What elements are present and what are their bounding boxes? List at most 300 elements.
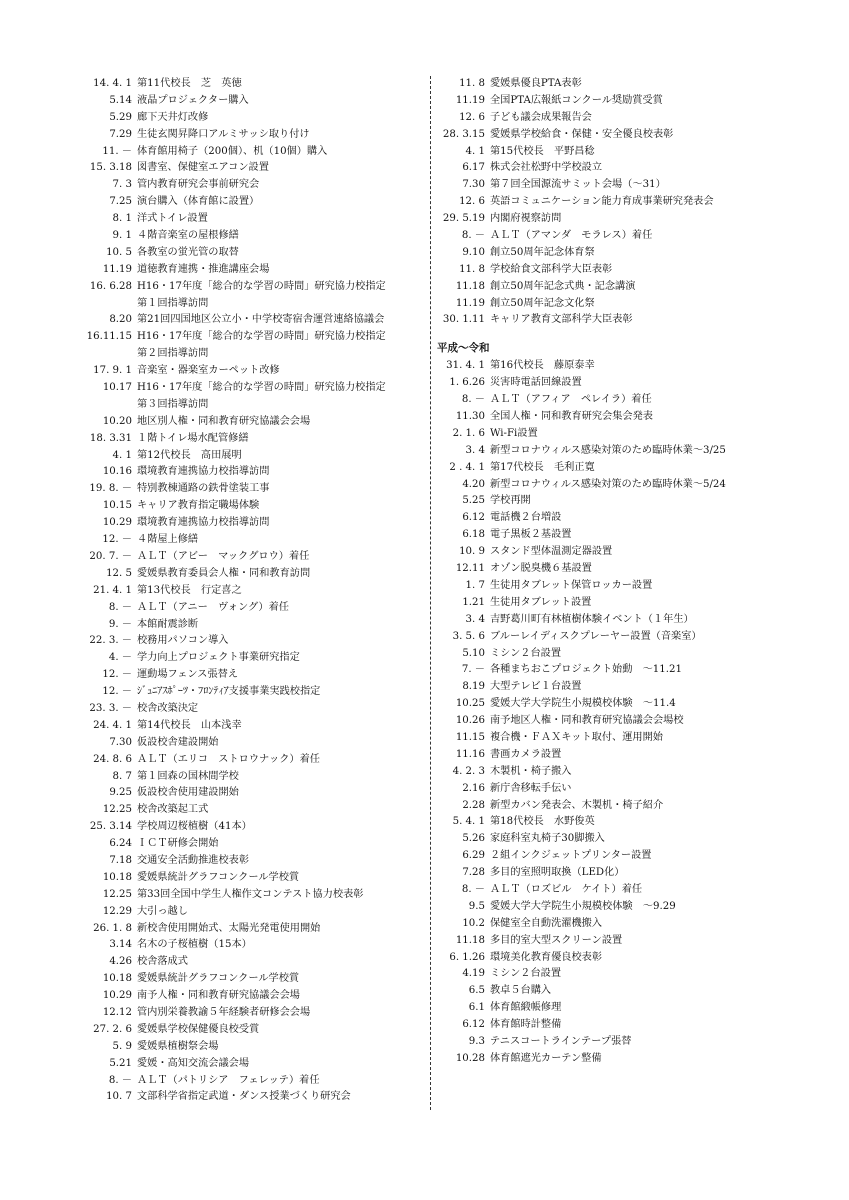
entry-event: 第12代校長 高田展明	[137, 449, 242, 461]
entry-date: 21. 4. 1	[93, 584, 132, 596]
timeline-entry	[54, 76, 424, 93]
entry-event: 体育館時計整備	[490, 1019, 562, 1031]
entry-event: ＡＬＴ（アビー マックグロウ）着任	[137, 550, 310, 562]
entry-date: 4.19	[462, 968, 485, 980]
timeline-entry	[437, 358, 837, 375]
entry-date: 10. 5	[106, 246, 132, 258]
entry-event: ミシン２台設置	[490, 647, 562, 659]
entry-date: 12. 5	[106, 567, 132, 579]
entry-date: 16.11.15	[86, 331, 132, 343]
entry-date: 6.17	[462, 162, 485, 174]
entry-date: 10.29	[102, 517, 132, 529]
timeline-entry	[54, 160, 424, 177]
entry-date: 4. 1	[112, 449, 132, 461]
entry-event: 教卓５台購入	[490, 985, 552, 997]
timeline-entry	[54, 245, 424, 262]
entry-date: 16. 6.28	[89, 280, 132, 292]
entry-date: 10.17	[102, 382, 132, 394]
entry-event: 愛媛県植樹祭会場	[137, 1040, 219, 1052]
entry-event: 愛媛県学校保健優良校受賞	[137, 1023, 260, 1035]
entry-event: ２組インクジェットプリンター設置	[490, 850, 652, 862]
timeline-entry	[437, 245, 837, 262]
entry-date: 3. 4	[465, 444, 485, 456]
entry-event: ブルーレイディスクプレーヤー設置（音楽室）	[490, 630, 702, 642]
entry-date: 8.19	[462, 681, 485, 693]
timeline-entry	[54, 363, 424, 380]
timeline-entry	[54, 211, 424, 228]
timeline-entry	[437, 426, 837, 443]
entry-date: 12.11	[455, 563, 485, 575]
entry-event: 第15代校長 平野昌稔	[490, 145, 595, 157]
entry-event: 生徒用タブレット保管ロッカー設置	[490, 579, 653, 591]
entry-date: 1. 7	[465, 579, 485, 591]
entry-date: 9. －	[108, 618, 132, 630]
entry-event: 液晶プロジェクター購入	[137, 94, 249, 106]
entry-date: 7.30	[462, 179, 485, 191]
timeline-entry	[437, 211, 837, 228]
entry-date: 14. 4. 1	[93, 78, 132, 89]
entry-date: 4.26	[109, 956, 132, 968]
entry-event: 災害時電話回線設置	[490, 377, 582, 389]
entry-event: 学校給食文部科学大臣表彰	[490, 263, 613, 275]
entry-event: ＡＬＴ（アマンダ モラレス）着任	[490, 230, 653, 242]
entry-date: 8. －	[461, 394, 485, 406]
entry-date: 8. －	[461, 230, 485, 242]
entry-date: 9.10	[462, 246, 485, 258]
timeline-entry	[437, 561, 837, 578]
entry-event: 名木の子桜植樹（15本）	[137, 939, 252, 951]
entry-date: 1. 6.26	[449, 377, 485, 389]
entry-date: 6.24	[109, 838, 132, 850]
entry-date: 20. 7. －	[89, 550, 132, 562]
entry-event: 校務用パソコン導入	[137, 635, 229, 647]
entry-event: 環境教育連携協力校指導訪問	[137, 466, 270, 478]
timeline-entry	[54, 279, 424, 296]
entry-event: 体育館遮光カーテン整備	[490, 1052, 602, 1064]
timeline-entry	[54, 617, 424, 634]
entry-event: 第３回指導訪問	[137, 398, 209, 410]
timeline-entry	[54, 127, 424, 144]
timeline-entry	[437, 375, 837, 392]
entry-date: 10.15	[102, 500, 132, 512]
entry-date: 5.10	[462, 647, 485, 659]
timeline-entry	[437, 296, 837, 313]
entry-event: ４階屋上修繕	[137, 534, 199, 546]
entry-date: 24. 8. 6	[93, 753, 132, 765]
entry-event: 特別教棟通路の鉄骨塗装工事	[137, 483, 270, 495]
timeline-entry	[437, 662, 837, 679]
entry-date: 11. 8	[459, 78, 485, 89]
timeline-entry	[54, 937, 424, 954]
entry-date: 12. －	[102, 669, 132, 681]
entry-event: 新庁舎移転手伝い	[490, 782, 572, 794]
timeline-entry	[54, 431, 424, 448]
entry-event: 第33回全国中学生人権作文コンテスト協力校表彰	[137, 888, 364, 900]
entry-event: 校舎改築起工式	[137, 804, 209, 816]
entry-date: 24. 4. 1	[93, 719, 132, 731]
section-heading: 平成～令和	[437, 342, 490, 355]
entry-event: 交通安全活動推進校表彰	[137, 854, 250, 866]
entry-event: 吉野葛川町有林植樹体験イベント（１年生）	[490, 613, 694, 625]
entry-date: 10.26	[455, 715, 485, 727]
entry-date: 19. 8. －	[89, 483, 132, 495]
timeline-entry	[437, 443, 837, 460]
timeline-entry	[54, 954, 424, 971]
timeline-entry	[54, 144, 424, 161]
entry-event: 廊下天井灯改修	[137, 111, 209, 123]
timeline-entry	[54, 194, 424, 211]
entry-date: 2.28	[462, 799, 485, 811]
timeline-entry	[54, 887, 424, 904]
entry-date: 12. 6	[459, 111, 485, 123]
timeline-entry	[54, 853, 424, 870]
timeline-entry	[54, 262, 424, 279]
entry-date: 15. 3.18	[89, 162, 132, 174]
right-timeline-part-1	[437, 76, 837, 329]
timeline-entry	[54, 397, 424, 414]
entry-date: 11. 8	[459, 263, 485, 275]
timeline-entry	[54, 448, 424, 465]
entry-date: 12. 6	[459, 196, 485, 208]
entry-date: 8. －	[108, 1074, 132, 1086]
entry-date: 6.5	[468, 985, 485, 997]
entry-date: 8. 1	[112, 213, 132, 225]
timeline-entry	[54, 110, 424, 127]
timeline-entry	[437, 831, 837, 848]
timeline-entry	[437, 392, 837, 409]
timeline-entry	[437, 93, 837, 110]
entry-event: 本館耐震診断	[137, 618, 199, 630]
entry-date: 30. 1.11	[442, 314, 485, 326]
timeline-entry	[437, 747, 837, 764]
entry-date: 17. 9. 1	[93, 365, 132, 377]
entry-date: 23. 3. －	[89, 702, 132, 714]
timeline-entry	[437, 595, 837, 612]
entry-event: 第１回指導訪問	[137, 297, 209, 309]
entry-event: 各教室の蛍光管の取替	[137, 246, 239, 258]
timeline-entry	[437, 160, 837, 177]
entry-event: ｼﾞｭﾆｱｽﾎﾟｰﾂ・ﾌﾛﾝﾃｨｱ支援事業実践校指定	[137, 686, 321, 698]
entry-event: 第１回森の国林間学校	[137, 770, 239, 782]
entry-event: 愛媛県統計グラフコンクール学校賞	[137, 871, 300, 883]
entry-event: ＩＣＴ研修会開始	[137, 838, 219, 850]
timeline-entry	[54, 1056, 424, 1073]
entry-date: 2 . 4. 1	[449, 461, 485, 473]
entry-date: 10. 7	[106, 1091, 132, 1103]
timeline-entry	[54, 380, 424, 397]
timeline-entry	[437, 177, 837, 194]
timeline-entry	[437, 933, 837, 950]
timeline-entry	[437, 798, 837, 815]
timeline-entry	[54, 1022, 424, 1039]
timeline-entry	[54, 988, 424, 1005]
timeline-entry	[437, 865, 837, 882]
entry-event: 新型コロナウィルス感染対策のため臨時休業～5/24	[490, 478, 726, 490]
timeline-entry	[437, 916, 837, 933]
timeline-entry	[437, 713, 837, 730]
timeline-entry	[437, 76, 837, 93]
entry-date: 11.30	[455, 411, 485, 423]
entry-event: ＡＬＴ（エリコ ストロウナック）着任	[137, 753, 320, 765]
entry-date: 11.18	[455, 280, 485, 292]
entry-date: 22. 3. －	[89, 635, 132, 647]
entry-date: 5. 9	[112, 1040, 132, 1052]
entry-event: 演台購入（体育館に設置）	[137, 196, 260, 208]
entry-event: 生徒玄関昇降口アルミサッシ取り付け	[137, 128, 310, 140]
entry-event: 大型テレビ１台設置	[490, 681, 582, 693]
timeline-entry	[54, 600, 424, 617]
timeline-entry	[54, 549, 424, 566]
entry-event: 第18代校長 水野俊英	[490, 816, 595, 828]
entry-date: 7.29	[109, 128, 132, 140]
entry-event: ミシン２台設置	[490, 968, 562, 980]
timeline-entry	[437, 814, 837, 831]
timeline-entry	[54, 921, 424, 938]
entry-date: 11.19	[455, 297, 485, 309]
timeline-entry	[437, 228, 837, 245]
timeline-entry	[437, 578, 837, 595]
timeline-entry	[437, 1051, 837, 1068]
timeline-entry	[54, 1089, 424, 1106]
entry-event: 図書室、保健室エアコン設置	[137, 162, 269, 174]
entry-event: 管内別栄養教諭５年経験者研修会会場	[137, 1006, 311, 1018]
entry-event: 愛媛県優良PTA表彰	[490, 78, 582, 89]
entry-date: 6.18	[462, 529, 485, 541]
timeline-entry	[54, 481, 424, 498]
entry-event: 学校再開	[490, 495, 531, 507]
entry-event: 環境美化教育優良校表彰	[490, 951, 603, 963]
entry-date: 7.28	[462, 867, 485, 879]
timeline-entry	[437, 460, 837, 477]
entry-event: 新型カバン発表会、木製机・椅子紹介	[490, 799, 664, 811]
entry-event: 第13代校長 行定喜之	[137, 584, 242, 596]
timeline-entry	[437, 966, 837, 983]
timeline-entry	[54, 583, 424, 600]
timeline-entry	[437, 194, 837, 211]
timeline-entry	[54, 312, 424, 329]
entry-event: 生徒用タブレット設置	[490, 596, 592, 608]
entry-date: 6.12	[462, 1019, 485, 1031]
timeline-entry	[54, 667, 424, 684]
entry-event: 全国PTA広報紙コンクール奨励賞受賞	[490, 94, 663, 106]
entry-date: 10.16	[102, 466, 132, 478]
entry-event: 木製机・椅子搬入	[490, 765, 572, 777]
entry-event: Wi-Fi設置	[490, 427, 538, 439]
entry-date: 3.14	[109, 939, 132, 951]
entry-date: 5.14	[109, 94, 132, 106]
entry-date: 12.25	[102, 804, 132, 816]
entry-date: 3. 5. 6	[452, 630, 485, 642]
entry-event: 英語コミュニケーション能力育成事業研究発表会	[490, 196, 714, 208]
entry-date: 9.3	[468, 1035, 485, 1047]
timeline-entry	[54, 971, 424, 988]
right-timeline-part-2	[437, 358, 837, 1067]
timeline-entry	[437, 612, 837, 629]
entry-event: 家庭科室丸椅子30脚搬入	[490, 833, 605, 845]
entry-event: 文部科学省指定武道・ダンス授業づくり研究会	[137, 1091, 351, 1103]
entry-event: １階トイレ場水配管修繕	[137, 432, 249, 444]
entry-event: スタンド型体温測定器設置	[490, 546, 613, 558]
entry-event: 地区別人権・同和教育研究協議会会場	[137, 415, 311, 427]
entry-date: 11.16	[455, 748, 485, 760]
entry-event: 南予人権・同和教育研究協議会会場	[137, 990, 300, 1002]
entry-date: 29. 5.19	[442, 213, 485, 225]
timeline-entry	[54, 329, 424, 346]
entry-event: 大引っ越し	[137, 905, 188, 917]
entry-event: 管内教育研究会事前研究会	[137, 179, 260, 191]
entry-event: 子ども議会成果報告会	[490, 111, 592, 123]
entry-event: 運動場フェンス張替え	[137, 669, 239, 681]
entry-event: ＡＬＴ（アフィア ペレイラ）着任	[490, 394, 652, 406]
timeline-entry	[54, 633, 424, 650]
entry-date: 8.20	[109, 314, 132, 326]
entry-event: 愛媛・高知交流会議会場	[137, 1057, 250, 1069]
entry-date: 4. －	[108, 652, 132, 664]
entry-date: 11.19	[455, 94, 485, 106]
entry-date: 12.12	[102, 1006, 132, 1018]
right-timeline-column	[437, 76, 837, 1068]
entry-date: 25. 3.14	[89, 821, 132, 833]
entry-date: 8. －	[461, 883, 485, 895]
entry-event: 体育館用椅子（200個）、机（10個）購入	[137, 145, 328, 157]
entry-event: 多目的室大型スクリーン設置	[490, 934, 623, 946]
timeline-entry	[437, 1000, 837, 1017]
entry-date: 11.15	[455, 731, 485, 743]
timeline-entry	[54, 752, 424, 769]
entry-date: 26. 1. 8	[93, 922, 132, 934]
entry-event: 各種まちおこプロジェクト始動 ～11.21	[490, 664, 682, 676]
timeline-entry	[54, 1039, 424, 1056]
timeline-entry	[437, 110, 837, 127]
entry-event: 第14代校長 山本浅幸	[137, 719, 242, 731]
timeline-entry	[437, 409, 837, 426]
timeline-entry	[437, 510, 837, 527]
entry-date: 7. 3	[112, 179, 132, 191]
entry-date: 6. 1.26	[449, 951, 485, 963]
entry-event: 南予地区人権・同和教育研究協議会会場校	[490, 715, 684, 727]
entry-event: 第２回指導訪問	[137, 348, 209, 360]
entry-date: 6.12	[462, 512, 485, 524]
entry-event: オゾン脱臭機６基設置	[490, 563, 592, 575]
entry-date: 5.29	[109, 111, 132, 123]
entry-event: 仮設校舎建設開始	[137, 736, 219, 748]
timeline-entry	[437, 279, 837, 296]
column-divider	[430, 76, 431, 1110]
entry-event: 愛媛大学大学院生小規模校体験 ～11.4	[490, 698, 676, 710]
entry-date: 27. 2. 6	[93, 1023, 132, 1035]
entry-event: 株式会社松野中学校設立	[490, 162, 603, 174]
entry-date: 2.16	[462, 782, 485, 794]
entry-date: 10.25	[455, 698, 485, 710]
entry-event: 第21回四国地区公立小・中学校寄宿舎運営連絡協議会	[137, 314, 385, 326]
timeline-entry	[54, 464, 424, 481]
timeline-entry	[54, 785, 424, 802]
entry-date: 8. －	[108, 601, 132, 613]
entry-date: 5.26	[462, 833, 485, 845]
entry-date: 10.2	[462, 917, 485, 929]
entry-date: 5. 4. 1	[452, 816, 485, 828]
entry-event: テニスコートラインテープ張替	[490, 1035, 632, 1047]
entry-date: 31. 4. 1	[446, 360, 485, 372]
timeline-entry	[437, 262, 837, 279]
timeline-entry	[437, 1017, 837, 1034]
entry-event: ４階音楽室の屋根修繕	[137, 230, 239, 242]
entry-date: 9.5	[468, 900, 485, 912]
entry-date: 10.18	[102, 973, 132, 985]
entry-event: 学校周辺桜植樹（41本）	[137, 821, 252, 833]
entry-event: 書画カメラ設置	[490, 748, 562, 760]
entry-date: 1.21	[462, 596, 485, 608]
entry-date: 6.1	[468, 1002, 485, 1014]
entry-event: 愛媛県教育委員会人権・同和教育訪問	[137, 567, 311, 579]
timeline-entry	[437, 983, 837, 1000]
entry-date: 4.20	[462, 478, 485, 490]
timeline-entry	[54, 515, 424, 532]
timeline-entry	[54, 870, 424, 887]
entry-event: 校舎改築決定	[137, 702, 199, 714]
entry-date: 5.25	[462, 495, 485, 507]
entry-event: 電話機２台増設	[490, 512, 562, 524]
entry-date: 6.29	[462, 850, 485, 862]
timeline-entry	[437, 1034, 837, 1051]
entry-date: 11.19	[102, 263, 132, 275]
entry-date: 11.18	[455, 934, 485, 946]
entry-date: 12.29	[102, 905, 132, 917]
timeline-entry	[437, 730, 837, 747]
entry-date: 3. 4	[465, 613, 485, 625]
entry-date: 12. －	[102, 686, 132, 698]
entry-event: H16・17年度「総合的な学習の時間」研究協力校指定	[137, 280, 386, 292]
timeline-entry	[54, 1073, 424, 1090]
entry-date: 9. 1	[112, 230, 132, 242]
entry-event: キャリア教育文部科学大臣表彰	[490, 314, 633, 326]
entry-event: 校舎落成式	[137, 956, 188, 968]
entry-date: 8. 7	[112, 770, 132, 782]
entry-date: 10.28	[455, 1052, 485, 1064]
timeline-entry	[54, 228, 424, 245]
entry-date: 10. 9	[459, 546, 485, 558]
timeline-entry	[54, 93, 424, 110]
timeline-entry	[54, 904, 424, 921]
timeline-entry	[54, 684, 424, 701]
entry-event: 愛媛県統計グラフコンクール学校賞	[137, 973, 300, 985]
timeline-entry	[54, 701, 424, 718]
timeline-entry	[54, 836, 424, 853]
entry-event: H16・17年度「総合的な学習の時間」研究協力校指定	[137, 382, 386, 394]
entry-event: 新校舎使用開始式、太陽光発電使用開始	[137, 922, 321, 934]
entry-event: 創立50周年記念文化祭	[490, 297, 595, 309]
entry-event: 内閣府視察訪問	[490, 213, 562, 225]
entry-event: 学力向上プロジェクト事業研究指定	[137, 652, 300, 664]
entry-event: ＡＬＴ（アニー ヴォング）着任	[137, 601, 289, 613]
timeline-entry	[54, 718, 424, 735]
entry-event: 洋式トイレ設置	[137, 213, 208, 225]
left-timeline-column	[54, 76, 424, 1106]
entry-event: 全国人権・同和教育研究会集会発表	[490, 411, 653, 423]
entry-date: 11. －	[102, 145, 132, 157]
timeline-entry	[437, 493, 837, 510]
entry-date: 9.25	[109, 787, 132, 799]
timeline-entry	[54, 802, 424, 819]
entry-event: 仮設校舎使用建設開始	[137, 787, 239, 799]
entry-event: 環境教育連携協力校指導訪問	[137, 517, 270, 529]
timeline-entry	[54, 498, 424, 515]
entry-event: 保健室全自動洗濯機搬入	[490, 917, 603, 929]
entry-event: 電子黒板２基設置	[490, 529, 572, 541]
entry-date: 10.18	[102, 871, 132, 883]
entry-event: 創立50周年記念体育祭	[490, 246, 595, 258]
timeline-entry	[437, 127, 837, 144]
